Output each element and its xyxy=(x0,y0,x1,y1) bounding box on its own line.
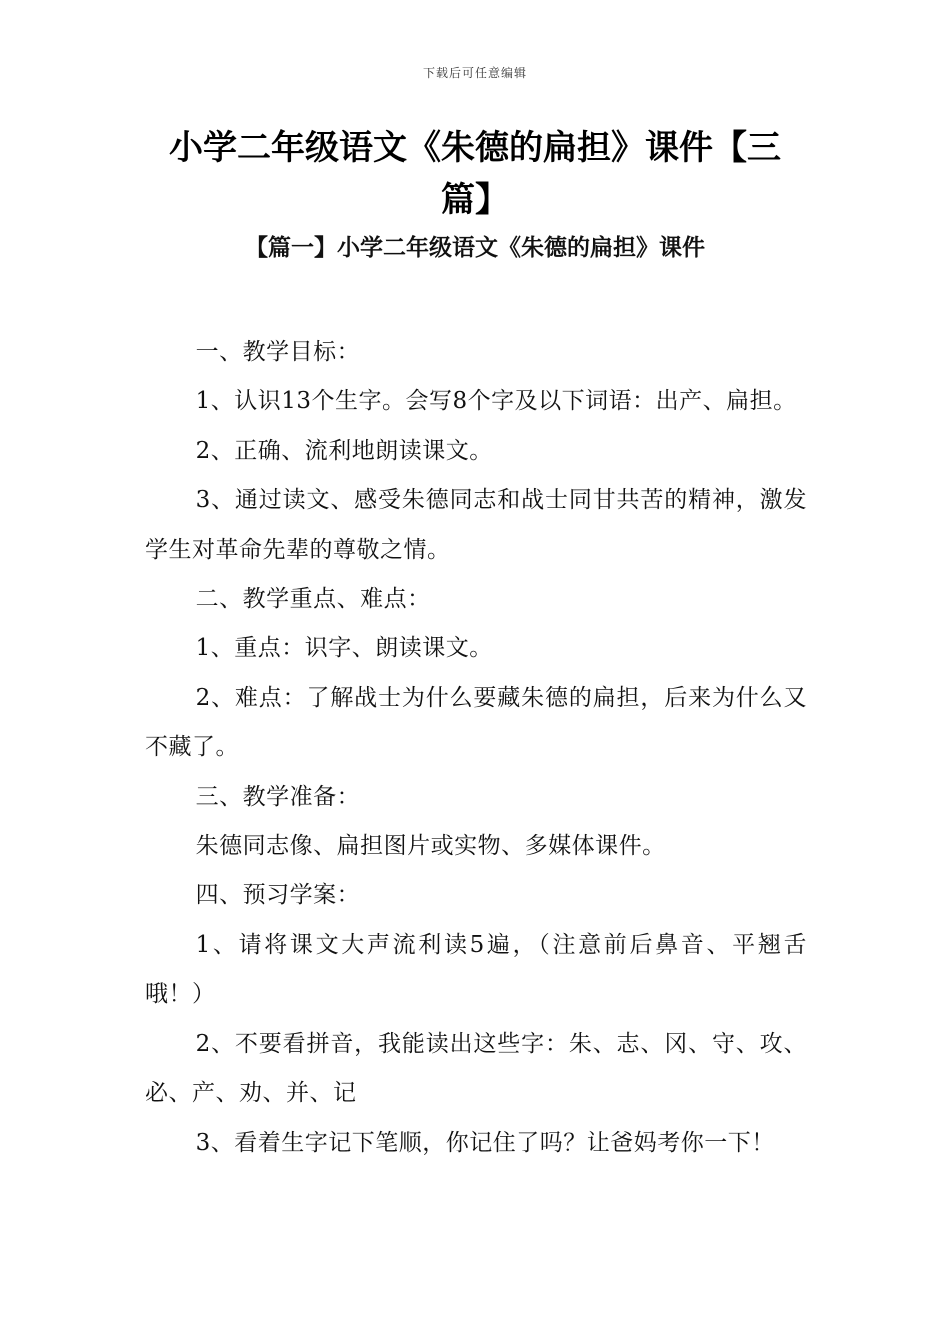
preview-item-2: 2、不要看拼音，我能读出这些字：朱、志、冈、守、攻、必、产、劝、并、记 xyxy=(145,1030,807,1107)
preparation-item: 朱德同志像、扁担图片或实物、多媒体课件。 xyxy=(195,833,666,860)
heading-teaching-goals: 一、教学目标： xyxy=(195,339,361,365)
page-header: 下载后可任意编辑 xyxy=(422,66,527,80)
preview-item-3: 3、看着生字记下笔顺，你记住了吗？让爸妈考你一下！ xyxy=(195,1129,775,1156)
heading-preview-plan: 四、预习学案： xyxy=(195,882,361,909)
preview-item-1: 1、请将课文大声流利读5遍，（注意前后鼻音、平翘舌哦！） xyxy=(145,931,807,1008)
section-subtitle: 【篇一】小学二年级语文《朱德的扁担》课件 xyxy=(245,234,705,261)
document-body xyxy=(145,328,807,1168)
goal-item-2: 2、正确、流利地朗读课文。 xyxy=(195,437,493,464)
document-title: 小学二年级语文《朱德的扁担》课件【三篇】 xyxy=(169,128,781,220)
key-point-item-1: 1、重点：识字、朗读课文。 xyxy=(195,635,493,662)
goal-item-3: 3、通过读文、感受朱德同志和战士同甘共苦的精神，激发学生对革命先辈的尊敬之情。 xyxy=(145,487,807,563)
goal-item-1: 1、认识13个生字。会写8个字及以下词语：出产、扁担。 xyxy=(195,388,797,415)
key-point-item-2: 2、难点：了解战士为什么要藏朱德的扁担，后来为什么又不藏了。 xyxy=(145,684,807,761)
heading-key-points: 二、教学重点、难点： xyxy=(195,586,431,613)
heading-preparation: 三、教学准备： xyxy=(195,783,361,810)
